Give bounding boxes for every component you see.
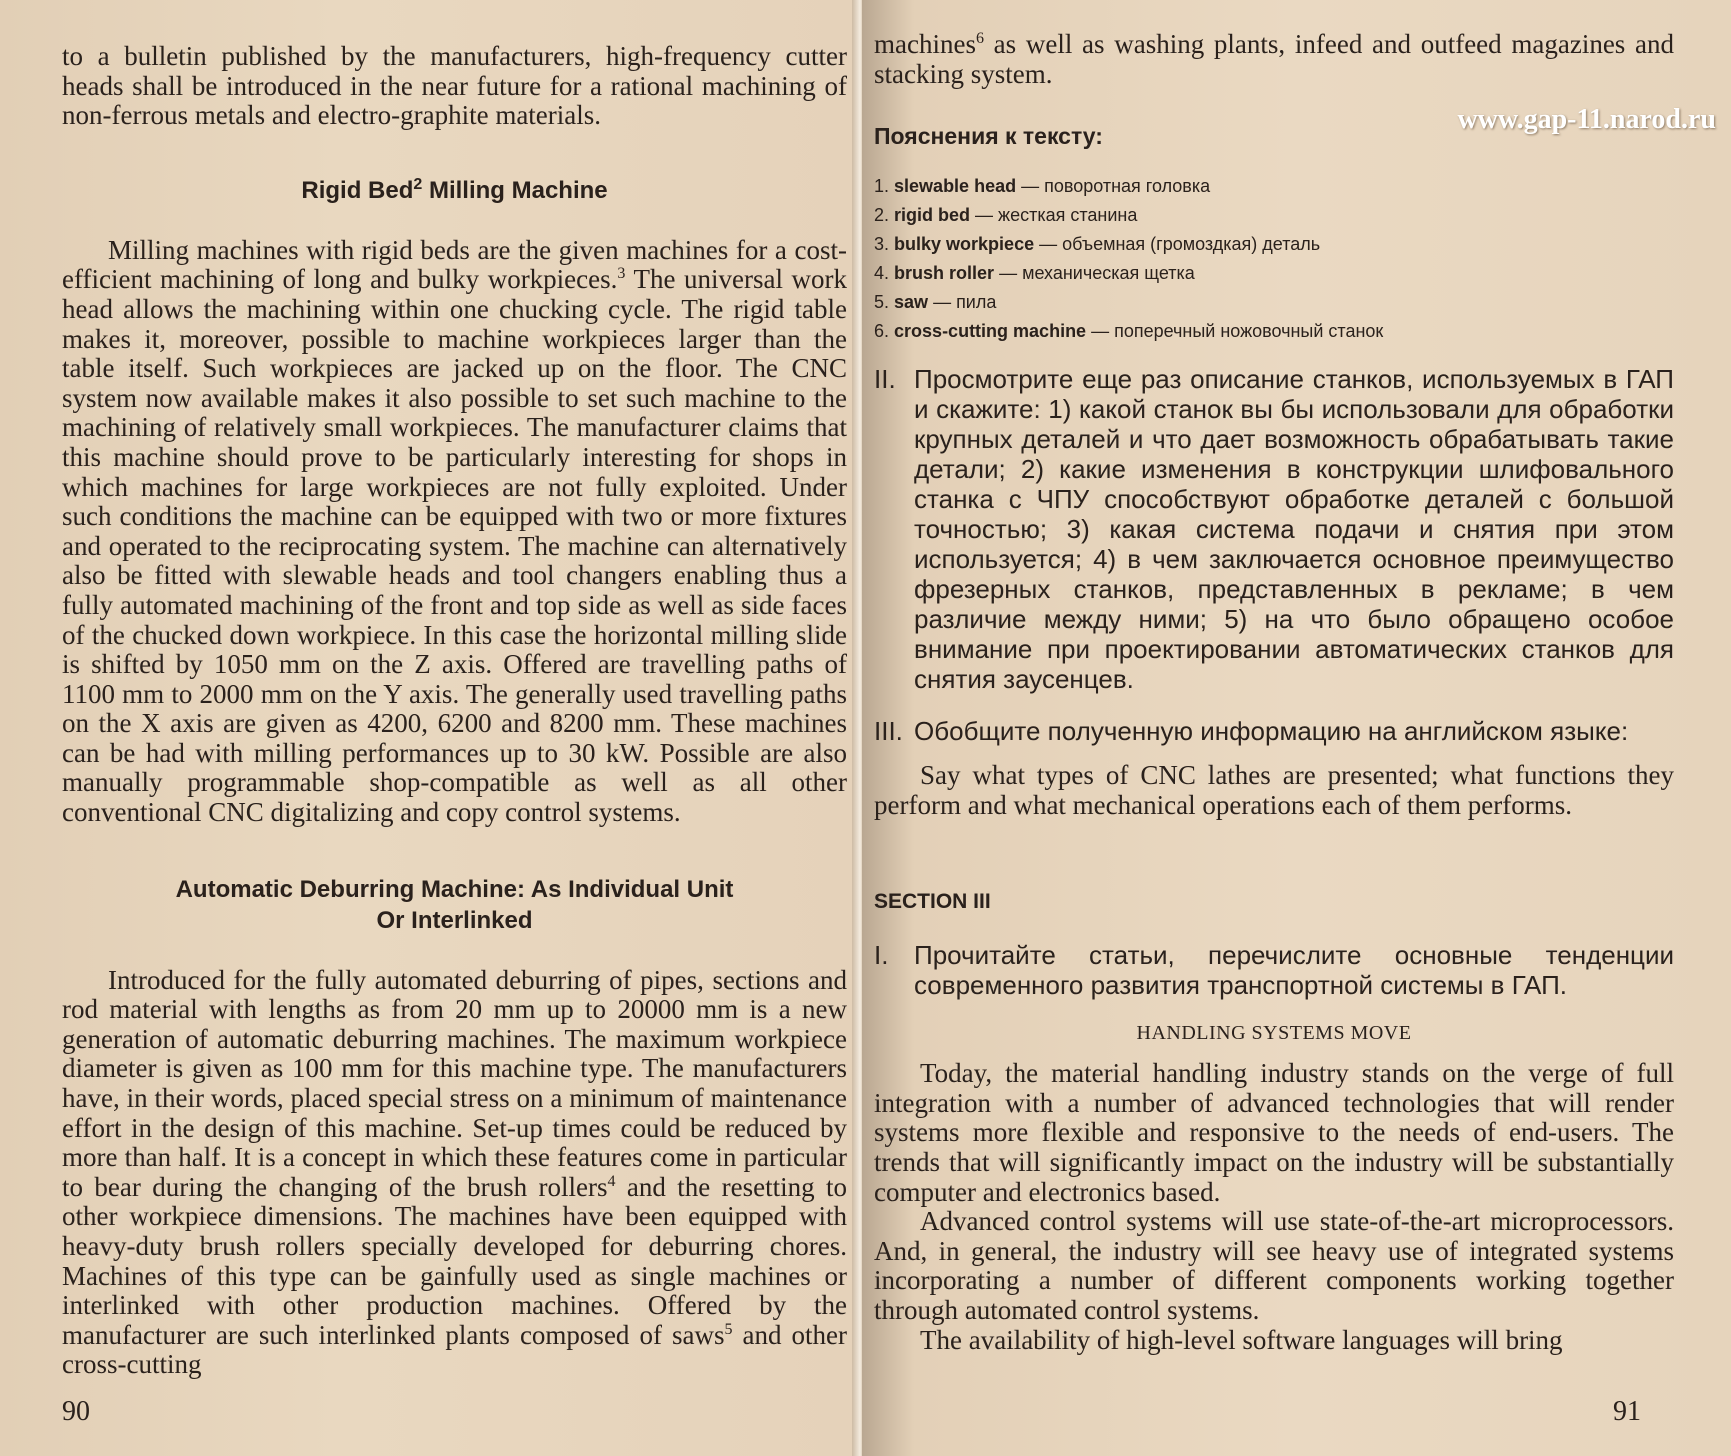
deburring-text-c: and other cross-cutting (62, 1319, 847, 1380)
continued-text-b: as well as washing plants, infeed and outfeed magazines and stacking system. (874, 29, 1674, 89)
task-i-number: I. (874, 940, 889, 971)
task-ii-number: II. (874, 364, 896, 395)
notes-title: Пояснения к тексту: (874, 123, 1103, 150)
watermark: www.gap-11.narod.ru (1457, 104, 1716, 135)
note-term: cross-cutting machine (894, 321, 1087, 342)
milling-text-a: Milling machines with rigid beds are the given machines for a cost-efficient machining of long and bulky workpieces. (62, 234, 847, 295)
notes-list (874, 172, 1674, 346)
intro-paragraph: to a bulletin published by the manufacturers, high-frequency cutter heads shall be introduced in the near future for a rational machining of non-ferrous metals and electro-graphite materials. (62, 41, 847, 131)
left-column (62, 42, 847, 1380)
task-iii (874, 716, 1674, 746)
left-page (0, 0, 858, 1456)
note-item (874, 317, 1674, 346)
note-term: brush roller (894, 263, 995, 284)
note-number: 1. (874, 176, 890, 197)
task-iii-number: III. (874, 716, 903, 747)
note-term: slewable head (894, 176, 1017, 197)
handling-heading: HANDLING SYSTEMS MOVE (1136, 1022, 1412, 1045)
deburring-heading-line2: Or Interlinked (376, 906, 533, 934)
note-term: rigid bed (894, 205, 971, 226)
task-i-text: Прочитайте статьи, перечислите основные тенденции современного развития транспортной системы в ГАП. (914, 940, 1674, 1001)
note-translation: — механическая щетка (994, 263, 1195, 284)
task-ii (874, 364, 1674, 694)
task-iii-text: Обобщите полученную информацию на английском языке: (914, 716, 1629, 747)
note-number: 6. (874, 321, 890, 342)
handling-paragraph-1: Today, the material handling industry stands on the verge of full integration with a number of advanced technologies that will render systems more flexible and responsive to the needs of end-users. The trends that will significantly impact on the industry will be substantially computer and electronics based. (874, 1058, 1674, 1207)
note-translation: — поворотная головка (1016, 176, 1211, 197)
footnote-ref-3: 3 (617, 265, 626, 283)
note-item (874, 201, 1674, 230)
note-item (874, 230, 1674, 259)
note-number: 5. (874, 292, 890, 313)
section-heading: SECTION III (874, 890, 991, 914)
page-number-left: 90 (62, 1396, 90, 1427)
note-item (874, 288, 1674, 317)
heading-text-a: Rigid Bed (301, 176, 414, 204)
deburring-text-b: and the resetting to other workpiece dimensions. The machines have been equipped with heavy-duty brush rollers specially developed for deburring chores. Machines of this type can be gainfully used as single machines or interlinked with other production machines. Offered by the manufacturer are such interlinked plants composed of saws (62, 1171, 847, 1350)
right-column (874, 30, 1674, 1355)
handling-paragraph-2: Advanced control systems will use state-of-the-art microprocessors. And, in general, the industry will see heavy use of integrated systems incorporating a number of different components working together through automated control systems. (874, 1206, 1674, 1325)
note-number: 4. (874, 263, 890, 284)
page-number-right: 91 (1613, 1396, 1641, 1427)
footnote-ref-6: 6 (975, 30, 984, 47)
heading-text-b: Milling Machine (422, 176, 608, 204)
footnote-ref-5: 5 (724, 1320, 733, 1338)
continued-paragraph (874, 30, 1674, 89)
milling-text-b: The universal work head allows the machining within one chucking cycle. The rigid table makes it, moreover, possible to machine workpieces larger than the table itself. Such workpieces are jacked up on the floor. The CNC system now available makes it also possible to set such machine to the machining of relatively small workpieces. The manufacturer claims that this machine should prove to be particularly interesting for shops in which machines for large workpieces are not fully exploited. Under such conditions the machine can be equipped with two or more fixtures and operated to the reciprocating system. The machine can alternatively also be fitted with slewable heads and tool changers enabling thus a fully automated machining of the front and top side as well as side faces of the chucked down workpiece. In this case the horizontal milling slide is shifted by 1050 mm on the Z axis. Offered are travelling paths of 1100 mm to 2000 mm on the Y axis. The generally used travelling paths on the X axis are given as 4200, 6200 and 8200 mm. These machines can be had with milling performances up to 30 kW. Possible are also manually programmable shop-compatible as well as all other conventional CNC digitalizing and copy control systems. (62, 264, 847, 828)
note-translation: — жесткая станина (970, 205, 1138, 226)
note-term: saw (894, 292, 929, 313)
note-number: 2. (874, 205, 890, 226)
note-term: bulky workpiece (894, 234, 1035, 255)
deburring-text-a: Introduced for the fully automated deburring of pipes, sections and rod material with lengths as from 20 mm up to 20000 mm is a new generation of automatic deburring machines. The maximum workpiece diameter is given as 100 mm for this machine type. The manufacturers have, in their words, placed special stress on a minimum of maintenance effort in the design of this machine. Set-up times could be reduced by more than half. It is a concept in which these features come in particular to bear during the changing of the brush rollers (62, 964, 847, 1202)
note-item (874, 172, 1674, 201)
footnote-ref-4: 4 (607, 1172, 616, 1190)
handling-paragraph-3: The availability of high-level software languages will bring (920, 1324, 1563, 1355)
note-translation: — объемная (громоздкая) деталь (1034, 234, 1321, 255)
note-translation: — пила (928, 292, 997, 313)
task-i (874, 940, 1674, 1000)
note-item (874, 259, 1674, 288)
task-iii-english: Say what types of CNC lathes are presented; what functions they perform and what mechanical operations each of them performs. (874, 760, 1674, 821)
continued-text-a: machines (874, 29, 976, 59)
deburring-heading (62, 874, 847, 936)
milling-machine-heading (62, 175, 847, 206)
milling-paragraph (62, 236, 847, 828)
note-number: 3. (874, 234, 890, 255)
note-translation: — поперечный ножовочный станок (1086, 321, 1384, 342)
deburring-heading-line1: Automatic Deburring Machine: As Individual Unit (175, 875, 734, 903)
footnote-ref-2: 2 (413, 175, 423, 193)
task-ii-text: Просмотрите еще раз описание станков, используемых в ГАП и скажите: 1) какой станок вы бы использовали для обработки крупных деталей и что дает возможность обрабатывать такие детали; 2) какие изменения в конструкции шлифовального станка с ЧПУ способствуют обработке деталей с большой точностью; 3) какая система подачи и снятия при этом используется; 4) в чем заключается основное преимущество фрезерных станков, представленных в рекламе; в чем различие между ними; 5) на что было обращено особое внимание при проектировании автоматических станков для снятия заусенцев. (914, 364, 1674, 695)
right-page (862, 0, 1731, 1456)
deburring-paragraph (62, 966, 847, 1380)
